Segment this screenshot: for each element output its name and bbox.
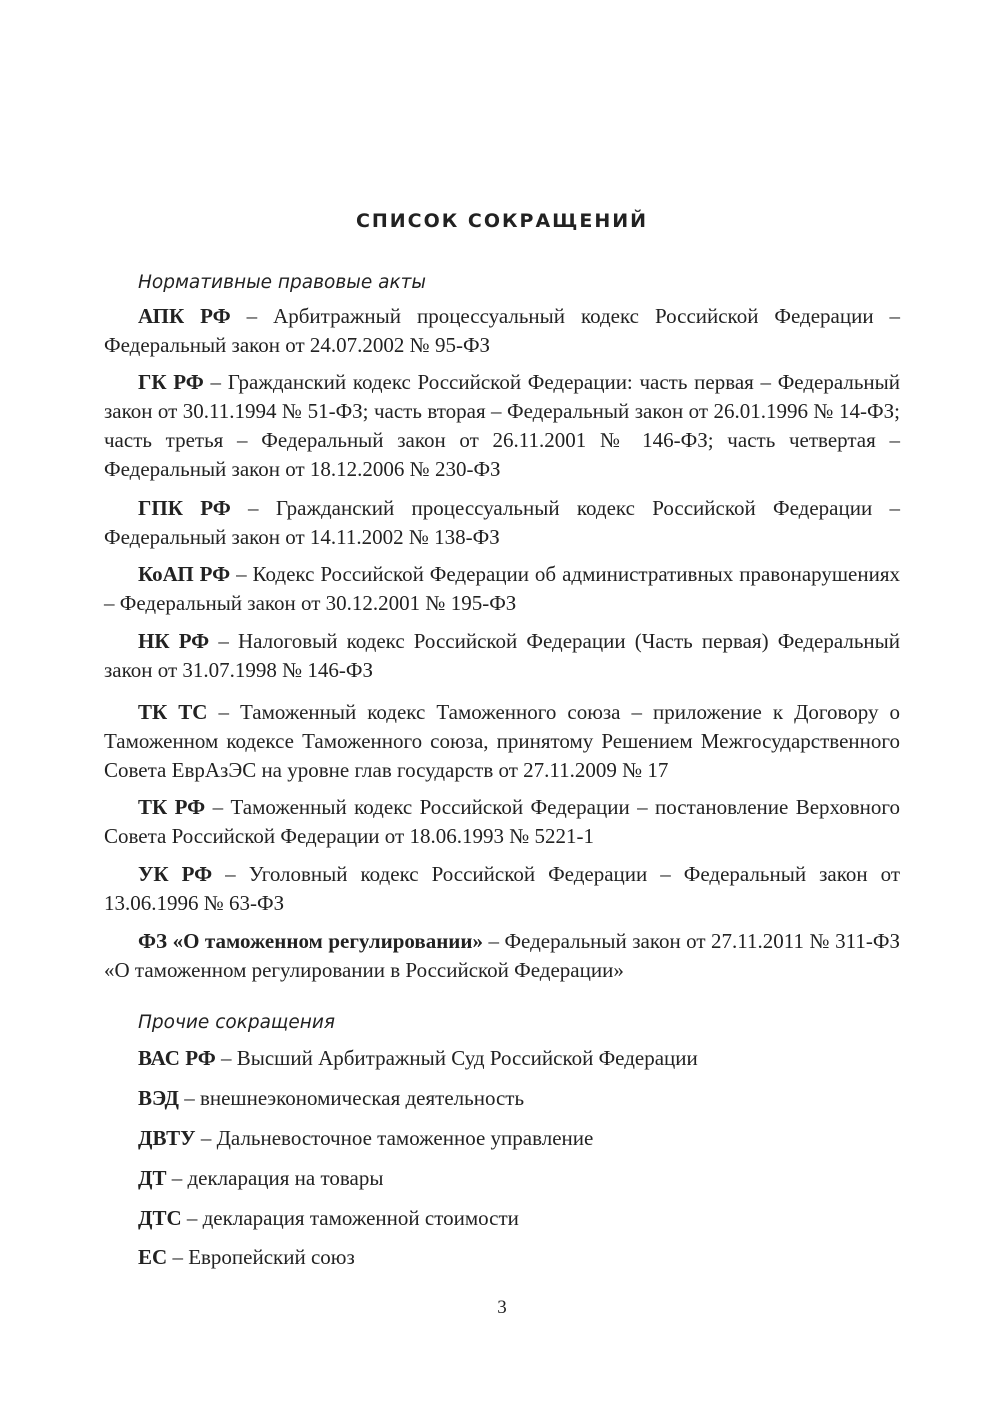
entry-text: – внешнеэкономическая деятельность bbox=[178, 1086, 525, 1110]
entry-apk bbox=[104, 302, 900, 360]
entry-text: – Гражданский процессуальный кодекс Российской Федерации – Федеральный закон от 14.11.2002 № 138-ФЗ bbox=[104, 496, 900, 549]
entry-dts bbox=[138, 1204, 519, 1233]
entry-abbr: ЕС bbox=[138, 1245, 168, 1269]
entry-text: – Кодекс Российской Федерации об административных правонарушениях – Федеральный закон от 30.12.2001 № 195-ФЗ bbox=[104, 562, 900, 615]
entry-abbr: АПК РФ bbox=[138, 304, 231, 328]
entry-vas bbox=[138, 1044, 698, 1073]
entry-abbr: ВЭД bbox=[138, 1086, 179, 1110]
entry-es bbox=[138, 1243, 355, 1272]
entry-text: – Таможенный кодекс Таможенного союза – приложение к Договору о Таможенном кодексе Таможенного союза, принятому Решением Межгосударственного Совета ЕврАзЭС на уровне глав государств от 27.11.2009 № 17 bbox=[104, 700, 901, 782]
page-number: 3 bbox=[497, 1297, 507, 1318]
entry-text: – Гражданский кодекс Российской Федерации: часть первая – Федеральный закон от 30.11.1994 № 51-ФЗ; часть вторая – Федеральный закон от 26.01.1996 № 14-ФЗ; часть третья – Федеральный закон от 26.11.2001 № 146-ФЗ; часть четвертая – Федеральный закон от 18.12.2006 № 230-ФЗ bbox=[104, 370, 901, 481]
entry-abbr: ГПК РФ bbox=[138, 496, 231, 520]
section-heading-acts: Нормативные правовые акты bbox=[138, 272, 426, 293]
entry-text: – Федеральный закон от 27.11.2011 № 311-ФЗ «О таможенном регулировании в Российской Федерации» bbox=[104, 929, 900, 982]
entry-abbr: ДТ bbox=[138, 1166, 167, 1190]
entry-fz-customs bbox=[104, 927, 900, 985]
entry-abbr: КоАП РФ bbox=[138, 562, 231, 586]
entry-abbr: ВАС РФ bbox=[138, 1046, 216, 1070]
entry-abbr: ГК РФ bbox=[138, 370, 204, 394]
entry-tk-rf bbox=[104, 793, 900, 851]
entry-text: – Дальневосточное таможенное управление bbox=[195, 1126, 594, 1150]
entry-nk bbox=[104, 627, 900, 685]
entry-dvtu bbox=[138, 1124, 593, 1153]
entry-abbr: УК РФ bbox=[138, 862, 213, 886]
entry-text: – Высший Арбитражный Суд Российской Федерации bbox=[215, 1046, 698, 1070]
entry-text: – Таможенный кодекс Российской Федерации – постановление Верховного Совета Российской Федерации от 18.06.1993 № 5221-1 bbox=[104, 795, 900, 848]
entry-koap bbox=[104, 560, 900, 618]
entry-uk bbox=[104, 860, 900, 918]
page-title: СПИСОК СОКРАЩЕНИЙ bbox=[355, 210, 649, 232]
entry-gpk bbox=[104, 494, 900, 552]
entry-text: – декларация на товары bbox=[166, 1166, 384, 1190]
section-heading-other: Прочие сокращения bbox=[138, 1012, 335, 1033]
entry-abbr: ДТС bbox=[138, 1206, 182, 1230]
entry-abbr: НК РФ bbox=[138, 629, 210, 653]
entry-abbr: ФЗ «О таможенном регулировании» bbox=[138, 929, 484, 953]
entry-text: – Арбитражный процессуальный кодекс Российской Федерации – Федеральный закон от 24.07.2002 № 95-ФЗ bbox=[104, 304, 901, 357]
entry-text: – Налоговый кодекс Российской Федерации (Часть первая) Федеральный закон от 31.07.1998 № 146-ФЗ bbox=[104, 629, 900, 682]
entry-tk-ts bbox=[104, 698, 900, 785]
entry-ved bbox=[138, 1084, 524, 1113]
entry-abbr: ТК РФ bbox=[138, 795, 206, 819]
entry-gk bbox=[104, 368, 900, 484]
entry-text: – Уголовный кодекс Российской Федерации – Федеральный закон от 13.06.1996 № 63-ФЗ bbox=[104, 862, 901, 915]
entry-abbr: ДВТУ bbox=[138, 1126, 196, 1150]
entry-abbr: ТК ТС bbox=[138, 700, 208, 724]
entry-text: – Европейский союз bbox=[167, 1245, 355, 1269]
entry-dt bbox=[138, 1164, 383, 1193]
entry-text: – декларация таможенной стоимости bbox=[181, 1206, 519, 1230]
